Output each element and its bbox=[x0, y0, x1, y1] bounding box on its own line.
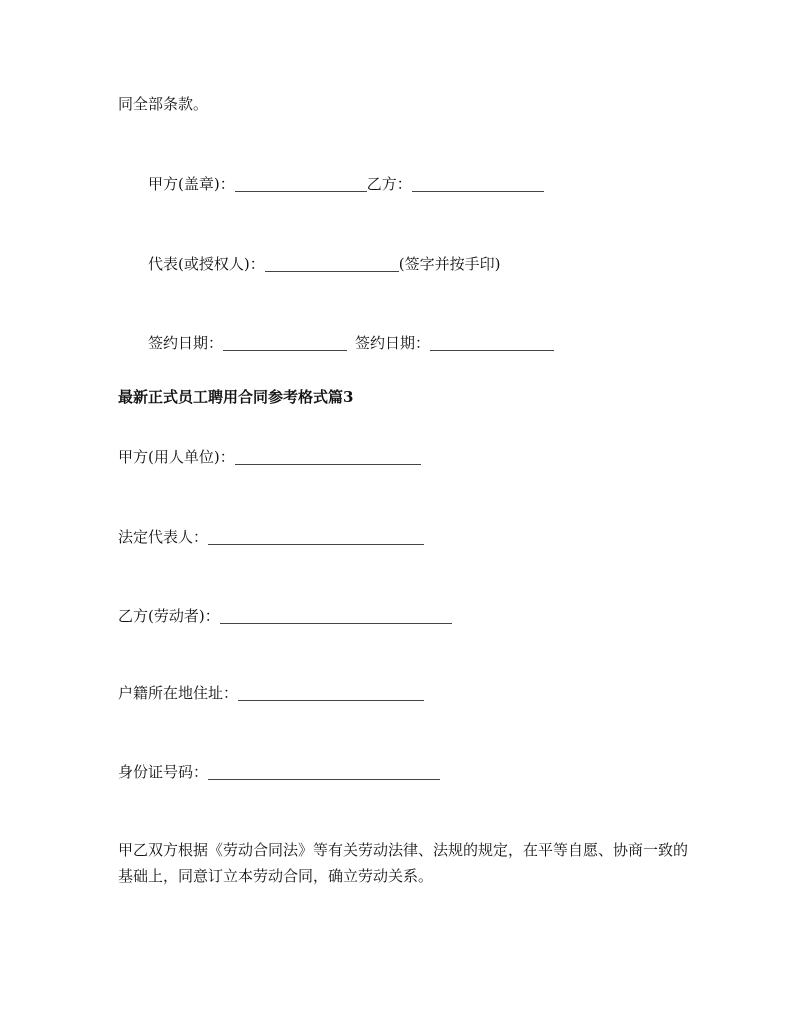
representative-label: 代表(或授权人)： bbox=[148, 255, 265, 273]
employee-blank[interactable] bbox=[220, 608, 452, 624]
employer-field bbox=[118, 447, 421, 467]
household-address-label: 户籍所在地住址： bbox=[118, 684, 239, 702]
legal-rep-blank[interactable] bbox=[208, 529, 424, 545]
household-address-field bbox=[118, 683, 424, 703]
party-a-seal-blank[interactable] bbox=[235, 176, 367, 192]
sign-date-label-b: 签约日期： bbox=[355, 334, 431, 352]
id-number-label: 身份证号码： bbox=[118, 763, 209, 781]
agreement-paragraph: 甲乙双方根据《劳动合同法》等有关劳动法律、法规的规定，在平等自愿、协商一致的基础上，同意订立本劳动合同，确立劳动关系。 bbox=[118, 841, 689, 885]
sign-date-blank-b[interactable] bbox=[430, 335, 554, 351]
sign-date-label-a: 签约日期： bbox=[148, 334, 224, 352]
legal-rep-field bbox=[118, 527, 424, 547]
intro-tail-text: 同全部条款。 bbox=[118, 95, 209, 113]
legal-rep-label: 法定代表人： bbox=[118, 528, 209, 546]
id-number-field bbox=[118, 762, 440, 782]
id-number-blank[interactable] bbox=[208, 764, 440, 780]
party-b-label: 乙方： bbox=[366, 175, 412, 193]
party-a-seal-label: 甲方(盖章)： bbox=[148, 175, 235, 193]
section-heading: 最新正式员工聘用合同参考格式篇3 bbox=[118, 388, 354, 406]
employer-blank[interactable] bbox=[235, 449, 421, 465]
signature-row-parties bbox=[148, 174, 544, 194]
sign-note: (签字并按手印) bbox=[398, 255, 501, 273]
representative-blank[interactable] bbox=[265, 256, 399, 272]
employee-field bbox=[118, 606, 452, 626]
employer-label: 甲方(用人单位)： bbox=[118, 448, 235, 466]
household-address-blank[interactable] bbox=[238, 685, 424, 701]
employee-label: 乙方(劳动者)： bbox=[118, 607, 220, 625]
signature-row-dates bbox=[148, 333, 554, 353]
sign-date-blank-a[interactable] bbox=[223, 335, 347, 351]
party-b-blank[interactable] bbox=[412, 176, 544, 192]
signature-row-representative bbox=[148, 254, 500, 274]
